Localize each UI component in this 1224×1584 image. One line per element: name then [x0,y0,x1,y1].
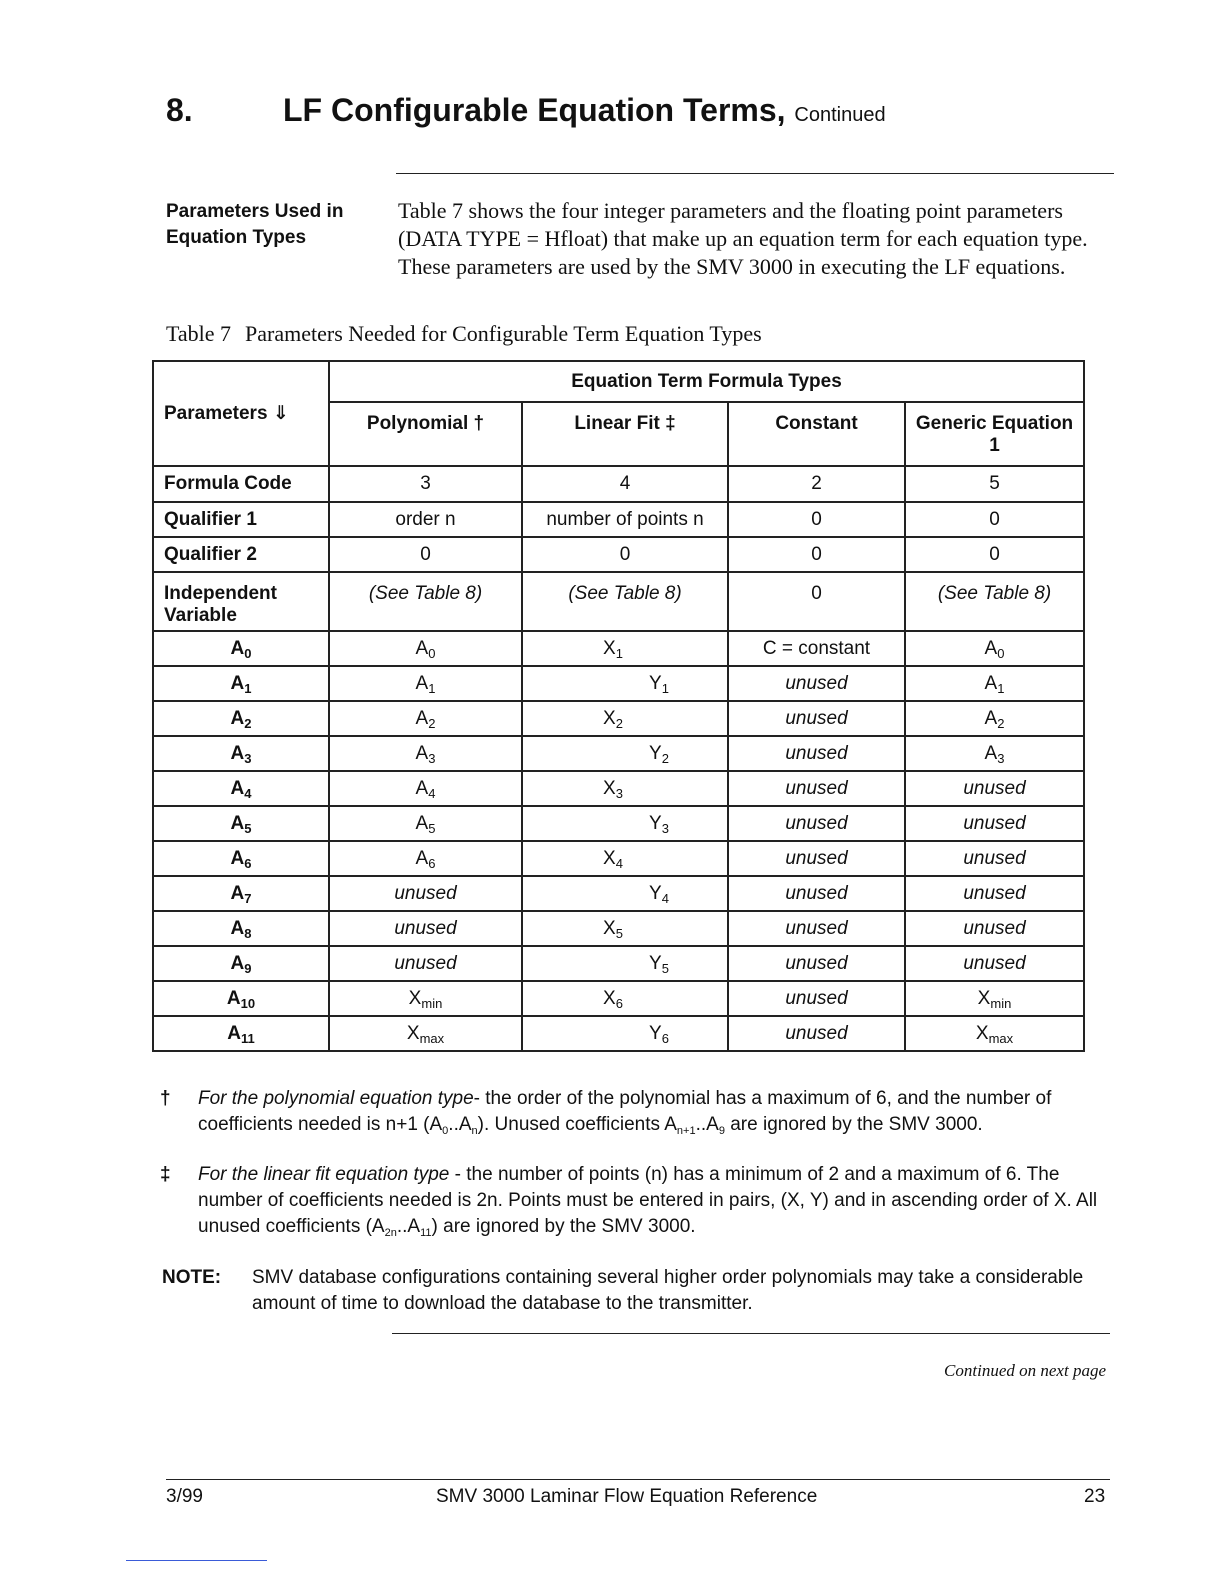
cell-subscript: 6 [661,1030,669,1046]
table-cell: (See Table 8) [522,572,728,631]
column-header-linear-fit: Linear Fit ‡ [522,402,728,466]
cell-subscript: max [988,1030,1014,1046]
table-cell: 0 [905,537,1084,572]
table-row [153,1016,1084,1051]
table-cell [329,806,522,841]
table-cell: 4 [522,466,728,502]
cell-text: unused [394,917,457,939]
fn1-s3: n+1 [676,1125,696,1137]
row-label [153,876,329,911]
fn1-t4: ..A [695,1114,719,1135]
cell-subscript: 0 [997,645,1005,661]
table-cell: 0 [728,537,905,572]
cell-text: A [415,672,429,694]
cell-text: A [230,917,245,939]
row-label [153,841,329,876]
column-header-constant: Constant [728,402,905,466]
top-divider [396,173,1114,174]
cell-subscript: 5 [615,925,623,941]
cell-subscript: max [419,1030,445,1046]
fn1-t1: - the order of the polynomial has a maximum of 6, and the number of coefficients needed is n+1 (A [198,1088,1052,1135]
cell-text: X [603,637,616,659]
footer-divider [166,1479,1110,1480]
table-row [153,466,1084,502]
cell-text: unused [963,777,1026,799]
cell-text: unused [963,812,1026,834]
cell-text: A [230,672,245,694]
table-cell [905,631,1084,666]
cell-text: A [230,707,245,729]
table-cell: 0 [728,502,905,537]
table-row [153,631,1084,666]
fn2-t3: ) are ignored by the SMV 3000. [431,1216,696,1237]
cell-text: unused [963,917,1026,939]
table-cell [329,981,522,1016]
cell-text: X [975,1022,989,1044]
table-cell [522,1016,728,1051]
cell-subscript: 8 [244,925,252,941]
table-cell [905,841,1084,876]
table-cell: unused [728,981,905,1016]
cell-subscript: 2 [244,715,252,731]
cell-text: unused [394,952,457,974]
cell-text: X [603,917,616,939]
cell-text: A [415,637,429,659]
cell-subscript: 4 [428,785,436,801]
cell-subscript: 2 [428,715,436,731]
table-caption-label: Table 7 [166,321,232,346]
cell-subscript: 7 [244,890,252,906]
double-dagger-mark: ‡ [160,1164,171,1185]
cell-subscript: 4 [615,855,623,871]
cell-text: unused [963,952,1026,974]
table-cell: number of points n [522,502,728,537]
fn2-s2: 11 [420,1227,432,1239]
row-label [153,981,329,1016]
fn1-s1: 0 [442,1125,449,1137]
table-row [153,771,1084,806]
table-cell: unused [728,736,905,771]
table-cell [522,736,728,771]
cell-text: A [227,1022,241,1044]
cell-subscript: 1 [244,680,252,696]
cell-text: A [230,952,245,974]
table-cell [905,946,1084,981]
fn1-t5: are ignored by the SMV 3000. [724,1114,983,1135]
cell-text: A [230,847,245,869]
table-cell [329,911,522,946]
table-cell: C = constant [728,631,905,666]
cell-subscript: 2 [661,750,669,766]
group-header: Equation Term Formula Types [329,361,1084,402]
table-cell [522,876,728,911]
table-row [153,841,1084,876]
table-cell [329,701,522,736]
cell-subscript: 10 [240,995,256,1011]
table-row [153,666,1084,701]
row-label [153,736,329,771]
table-cell: unused [728,701,905,736]
table-cell [329,876,522,911]
note-label: NOTE: [162,1267,222,1288]
cell-subscript: 1 [997,680,1005,696]
cell-text: Y [649,1022,662,1044]
table-row [153,981,1084,1016]
parameters-table [152,360,1085,1052]
cell-text: X [977,987,991,1009]
cell-subscript: 3 [428,750,436,766]
section-continued-label: Continued [794,104,886,126]
cell-subscript: 9 [244,960,252,976]
table-cell [905,736,1084,771]
bottom-divider [392,1333,1110,1334]
table-cell [329,1016,522,1051]
cell-subscript: 1 [615,645,623,661]
row-label [153,911,329,946]
cell-text: A [230,812,245,834]
cell-subscript: 3 [997,750,1005,766]
table-cell: unused [728,806,905,841]
table-cell [522,631,728,666]
row-label [153,771,329,806]
table-row [153,736,1084,771]
table-cell [522,666,728,701]
fn2-t2: ..A [396,1216,421,1237]
table-cell [329,736,522,771]
cell-text: X [603,847,616,869]
fn1-s2: n [471,1125,478,1137]
table-cell [905,771,1084,806]
table-cell [905,981,1084,1016]
section-number: 8. [166,92,193,128]
dagger-mark: † [160,1088,171,1109]
cell-text: A [984,742,998,764]
cell-text: A [415,707,429,729]
intro-paragraph: Table 7 shows the four integer parameters and the floating point parameters (DATA TYPE = Hfloat) that make up an equation term for each equation type. These parameters are used by the SMV 3000 in executing the LF equations. [398,198,1088,279]
cell-text: unused [963,847,1026,869]
table-cell: 5 [905,466,1084,502]
table-cell: unused [728,841,905,876]
cell-subscript: 4 [244,785,252,801]
row-label [153,701,329,736]
cell-subscript: 5 [428,820,436,836]
fn1-s4: 9 [718,1125,725,1137]
cell-text: unused [394,882,457,904]
sidebar-heading-line2: Equation Types [166,227,307,248]
cell-text: A [984,672,998,694]
cell-subscript: min [421,995,443,1011]
cell-text: A [415,847,429,869]
cell-text: Y [649,742,662,764]
table-cell [522,701,728,736]
cell-text: A [230,742,245,764]
fn1-t2: ..A [448,1114,472,1135]
column-header-generic: Generic Equation 1 [905,402,1084,466]
cell-subscript: 3 [661,820,669,836]
cell-text: X [406,1022,420,1044]
table-cell [522,771,728,806]
table-cell [905,1016,1084,1051]
cell-subscript: 5 [244,820,252,836]
table-cell [522,841,728,876]
table-cell [905,701,1084,736]
cell-subscript: 6 [244,855,252,871]
fn2-s1: 2n [384,1227,397,1239]
footer-page-number: 23 [1084,1486,1106,1507]
row-label: Qualifier 1 [153,502,329,537]
cell-text: X [408,987,422,1009]
row-label: Formula Code [153,466,329,502]
column-header-polynomial: Polynomial † [329,402,522,466]
table-row [153,701,1084,736]
table-cell: (See Table 8) [329,572,522,631]
table-cell: unused [728,946,905,981]
table-cell: unused [728,1016,905,1051]
table-cell: 2 [728,466,905,502]
table-row [153,911,1084,946]
sidebar-heading [166,199,371,251]
cell-text: A [230,882,245,904]
table-cell: 3 [329,466,522,502]
cell-subscript: 4 [661,890,669,906]
cell-text: Y [649,882,662,904]
section-title-text: LF Configurable Equation Terms, [283,92,786,128]
cell-subscript: 1 [661,680,669,696]
cell-subscript: 3 [615,785,623,801]
sidebar-heading-line1: Parameters Used in [166,201,344,222]
table-cell [522,911,728,946]
cell-subscript: 2 [615,715,623,731]
table-cell: unused [728,911,905,946]
cell-text: Y [649,952,662,974]
cell-subscript: 3 [244,750,252,766]
table-cell: 0 [905,502,1084,537]
cell-text: X [603,777,616,799]
cell-subscript: 0 [428,645,436,661]
cell-text: Y [649,672,662,694]
cell-text: A [984,637,998,659]
footnote-polynomial-italic: For the polynomial equation type [198,1088,474,1109]
cell-text: A [230,777,245,799]
cell-text: A [415,777,429,799]
section-title [283,92,886,129]
table-cell [329,841,522,876]
note-text: SMV database configurations containing several higher order polynomials may take a considerable amount of time to download the database to the transmitter. [252,1267,1084,1314]
footnote-linear-italic: For the linear fit equation type [198,1164,450,1185]
cell-subscript: 6 [428,855,436,871]
cell-text: Y [649,812,662,834]
cell-text: A [226,987,241,1009]
table-cell: unused [728,876,905,911]
table-cell [905,911,1084,946]
cell-text: A [984,707,998,729]
cell-text: X [603,987,616,1009]
table-cell: order n [329,502,522,537]
table-cell: 0 [329,537,522,572]
row-label [153,666,329,701]
row-label [153,631,329,666]
row-label [153,1016,329,1051]
cell-text: A [415,812,429,834]
row-label: Independent Variable [153,572,329,631]
footer-title: SMV 3000 Laminar Flow Equation Reference [436,1486,818,1507]
table-cell: (See Table 8) [905,572,1084,631]
table-cell [522,981,728,1016]
cell-subscript: 6 [615,995,623,1011]
fn2-t1: - the number of points (n) has a minimum of 2 and a maximum of 6. The number of coefficients needed is 2n. Points must be entered in pairs, (X, Y) and in ascending order of X. All unused coefficients (A [198,1164,1098,1237]
table-caption [166,321,762,347]
cell-subscript: 0 [244,645,252,661]
link-underline [126,1560,267,1561]
cell-text: A [230,637,245,659]
table-caption-text: Parameters Needed for Configurable Term Equation Types [245,321,762,346]
table-cell [329,946,522,981]
table-cell [905,666,1084,701]
table-cell: 0 [522,537,728,572]
footer-date: 3/99 [166,1486,203,1507]
table-cell [905,806,1084,841]
table-row [153,806,1084,841]
table-cell: unused [728,666,905,701]
cell-subscript: 5 [661,960,669,976]
table-row [153,946,1084,981]
table-cell [905,876,1084,911]
row-label [153,946,329,981]
table-row [153,572,1084,631]
cell-subscript: 1 [428,680,436,696]
cell-text: X [603,707,616,729]
table-cell: unused [728,771,905,806]
cell-text: A [415,742,429,764]
cell-subscript: 2 [997,715,1005,731]
row-label [153,806,329,841]
cell-text: unused [963,882,1026,904]
table-cell: 0 [728,572,905,631]
table-row [153,876,1084,911]
table-cell [522,946,728,981]
row-label: Qualifier 2 [153,537,329,572]
table-row [153,502,1084,537]
parameters-header: Parameters ⇓ [153,361,329,466]
table-row [153,537,1084,572]
cell-subscript: 11 [240,1030,255,1046]
continued-next-page: Continued on next page [944,1361,1106,1380]
table-cell [329,666,522,701]
table-cell [329,631,522,666]
table-cell [522,806,728,841]
cell-subscript: min [990,995,1012,1011]
table-cell [329,771,522,806]
fn1-t3: ). Unused coefficients A [477,1114,677,1135]
